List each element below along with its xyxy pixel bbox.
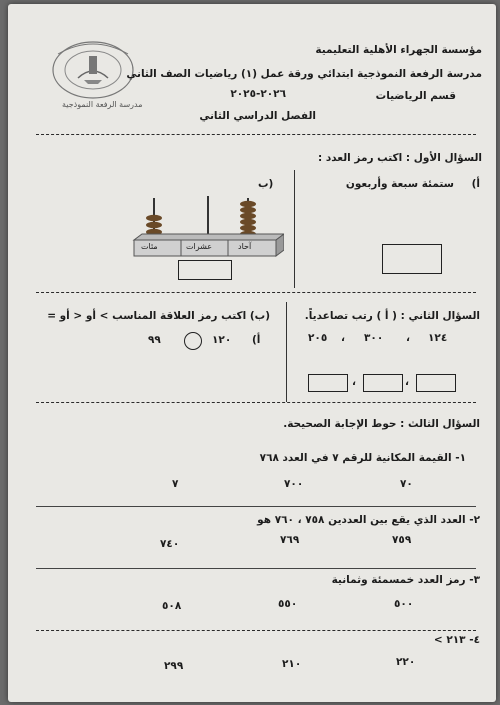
q2-title: السؤال الثاني : ( أ ) رتب تصاعدياً. <box>304 310 480 322</box>
q3-item-3-option-1[interactable]: ٥٠٠ <box>394 598 414 610</box>
q3-item-4-option-1[interactable]: ٢٢٠ <box>396 656 416 668</box>
q3-row-divider <box>36 506 476 507</box>
q3-item-4-question: ٤- ٢١٣ > <box>433 634 480 646</box>
q3-row-divider <box>36 568 476 569</box>
q2-compare-circle[interactable] <box>184 332 202 350</box>
abacus-label-ones: آحاد <box>238 242 252 251</box>
q3-item-2-option-2[interactable]: ٧٦٩ <box>280 534 300 546</box>
q2-order-sep: ، <box>352 376 356 388</box>
divider <box>36 292 476 293</box>
q1-part-b-label: (ب <box>258 178 274 190</box>
q3-item-1-question: ١- القيمة المكانية للرقم ٧ في العدد ٧٦٨ <box>259 452 466 464</box>
q2-number-1: ١٢٤ <box>428 332 448 344</box>
q3-item-4-option-2[interactable]: ٢١٠ <box>282 658 302 670</box>
q1-answer-box-b[interactable] <box>178 260 232 280</box>
q2-sep-1: ، <box>406 332 410 344</box>
q3-item-1-option-1[interactable]: ٧٠ <box>400 478 413 490</box>
q1-title: السؤال الأول : اكتب رمز العدد : <box>317 152 482 164</box>
divider <box>36 630 476 631</box>
q3-item-1-option-3[interactable]: ٧ <box>172 478 179 490</box>
school-line: مدرسة الرفعة النموذجية ابتدائي ورقة عمل (١) رياضيات الصف الثاني <box>126 68 482 80</box>
q2-number-2: ٣٠٠ <box>364 332 384 344</box>
worksheet-page <box>8 4 496 702</box>
q2-compare-label: أ) <box>252 334 261 346</box>
q3-item-3-question: ٣- رمز العدد خمسمئة وثمانية <box>331 574 480 586</box>
q1-part-a-label: أ) <box>471 178 480 190</box>
abacus-diagram <box>126 194 284 264</box>
abacus-label-tens: عشرات <box>186 242 213 251</box>
abacus-label-hundreds: مئات <box>141 242 158 251</box>
q1-answer-box-a[interactable] <box>382 244 442 274</box>
logo-caption: مدرسة الرفعة النموذجية <box>62 100 143 109</box>
divider <box>36 134 476 135</box>
q3-item-4-option-3[interactable]: ٢٩٩ <box>164 660 184 672</box>
q1-part-a-text: ستمئة سبعة وأربعون <box>345 178 454 190</box>
q2-order-sep: ، <box>405 376 409 388</box>
org-name: مؤسسة الجهراء الأهلية التعليمية <box>315 44 482 56</box>
q3-title: السؤال الثالث : حوط الإجابة الصحيحة. <box>283 418 480 430</box>
q2-number-3: ٢٠٥ <box>308 332 328 344</box>
term: الفصل الدراسي الثاني <box>199 110 316 122</box>
q2-compare-left: ١٢٠ <box>212 334 232 346</box>
q3-item-2-option-3[interactable]: ٧٤٠ <box>160 538 180 550</box>
q3-item-2-option-1[interactable]: ٧٥٩ <box>392 534 412 546</box>
divider <box>36 402 476 403</box>
school-year: ٢٠٢٦-٢٠٢٥ <box>230 88 286 100</box>
q3-item-1-option-2[interactable]: ٧٠٠ <box>284 478 304 490</box>
q3-item-3-option-3[interactable]: ٥٠٨ <box>162 600 182 612</box>
q2-part-b-title: (ب) اكتب رمز العلاقة المناسب > أو < أو = <box>47 310 270 322</box>
q1-divider <box>294 170 295 288</box>
q2-compare-right: ٩٩ <box>148 334 161 346</box>
q2-order-box-3[interactable] <box>308 374 348 392</box>
school-logo <box>48 34 138 106</box>
department: قسم الرياضيات <box>375 90 456 102</box>
q2-sep-2: ، <box>341 332 345 344</box>
q3-item-3-option-2[interactable]: ٥٥٠ <box>278 598 298 610</box>
q2-divider <box>286 302 287 402</box>
q2-order-box-2[interactable] <box>363 374 403 392</box>
q2-order-box-1[interactable] <box>416 374 456 392</box>
q3-item-2-question: ٢- العدد الذي يقع بين العددين ٧٥٨ ، ٧٦٠ هو <box>257 514 480 526</box>
